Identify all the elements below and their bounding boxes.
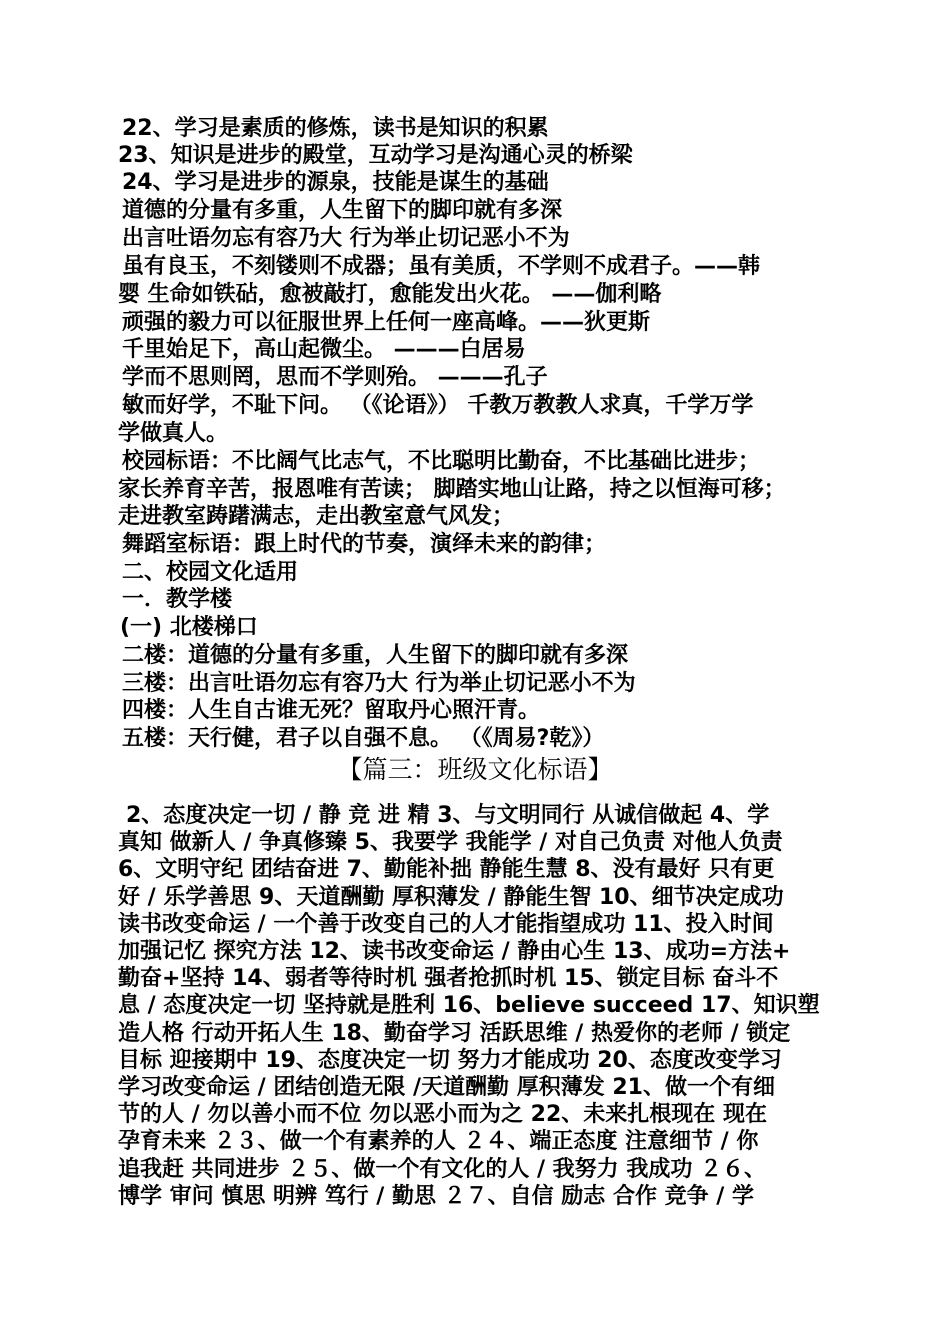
- paragraph-line: 孕育未来 ２３、做一个有素养的人 ２４、端正态度 注意细节 / 你: [118, 1129, 759, 1155]
- text-line: 校园标语：不比阔气比志气，不比聪明比勤奋，不比基础比进步；: [122, 449, 761, 474]
- paragraph-line: 造人格 行动开拓人生 18、勤奋学习 活跃思维 / 热爱你的老师 / 锁定: [118, 1020, 791, 1046]
- paragraph-line: 加强记忆 探究方法 12、读书改变命运 / 静由心生 13、成功=方法+: [118, 939, 791, 965]
- paragraph-line: 息 / 态度决定一切 坚持就是胜利 16、believe succeed 17、知识塑: [118, 993, 820, 1019]
- text-line: 千里始足下，高山起微尘。 ———白居易: [122, 337, 526, 362]
- paragraph-line: 节的人 / 勿以善小而不位 勿以恶小而为之 22、未来扎根现在 现在: [118, 1102, 767, 1128]
- section-heading: 二、校园文化适用: [122, 560, 299, 585]
- paragraph-line: 真知 做新人 / 争真修臻 5、我要学 我能学 / 对自己负责 对他人负责: [118, 830, 783, 856]
- text-line: 四楼：人生自古谁无死？留取丹心照汗青。: [122, 698, 541, 723]
- section-heading: 一．教学楼: [122, 587, 233, 612]
- paragraph-line: 6、文明守纪 团结奋进 7、勤能补拙 静能生慧 8、没有最好 只有更: [118, 857, 775, 883]
- slogan-paragraph: [118, 802, 834, 1210]
- text-line: 出言吐语勿忘有容乃大 行为举止切记恶小不为: [122, 226, 570, 251]
- text-line: 23、知识是进步的殿堂，互动学习是沟通心灵的桥梁: [118, 143, 633, 168]
- text-line: 五楼：天行健，君子以自强不息。 （《周易?乾》）: [122, 726, 605, 751]
- text-line: 家长养育辛苦，报恩唯有苦读； 脚踏实地山让路，持之以恒海可移；: [118, 477, 786, 502]
- text-line: 二楼：道德的分量有多重，人生留下的脚印就有多深: [122, 643, 629, 668]
- paragraph-line: 好 / 乐学善思 9、天道酬勤 厚积薄发 / 静能生智 10、细节决定成功: [118, 884, 784, 910]
- text-line: 学做真人。: [118, 421, 229, 446]
- text-line: 舞蹈室标语：跟上时代的节奏，演绎未来的韵律；: [122, 532, 607, 557]
- paragraph-line: 博学 审问 慎思 明辨 笃行 / 勤思 ２７、自信 励志 合作 竞争 / 学: [118, 1183, 754, 1209]
- paragraph-line: 学习改变命运 / 团结创造无限 /天道酬勤 厚积薄发 21、做一个有细: [118, 1075, 775, 1101]
- paragraph-line: 2、态度决定一切 / 静 竞 进 精 3、与文明同行 从诚信做起 4、学: [126, 803, 770, 828]
- text-line: 道德的分量有多重，人生留下的脚印就有多深: [122, 198, 563, 223]
- text-line: 三楼：出言吐语勿忘有容乃大 行为举止切记恶小不为: [122, 671, 636, 696]
- text-line: 顽强的毅力可以征服世界上任何一座高峰。——狄更斯: [122, 310, 651, 335]
- paragraph-line: 追我赶 共同进步 ２５、做一个有文化的人 / 我努力 我成功 ２６、: [118, 1156, 766, 1182]
- text-line: 敏而好学，不耻下问。 （《论语》） 千教万教教人求真，千学万学: [122, 393, 754, 418]
- text-line: 虽有良玉，不刻镂则不成器；虽有美质，不学则不成君子。——韩: [122, 254, 761, 279]
- text-line: 走进教室踌躇满志，走出教室意气风发；: [118, 504, 515, 529]
- text-line: 24、学习是进步的源泉，技能是谋生的基础: [122, 170, 549, 195]
- section-heading: (一) 北楼梯口: [120, 615, 258, 640]
- text-line: 婴 生命如铁砧，愈被敲打，愈能发出火花。 ——伽利略: [118, 282, 662, 307]
- text-line: 学而不思则罔，思而不学则殆。 ———孔子: [122, 365, 548, 390]
- paragraph-line: 勤奋+坚持 14、弱者等待时机 强者抢抓时机 15、锁定目标 奋斗不: [118, 966, 779, 992]
- paragraph-line: 读书改变命运 / 一个善于改变自己的人才能指望成功 11、投入时间: [118, 911, 774, 937]
- chapter-title: 【篇三：班级文化标语】: [337, 755, 613, 784]
- paragraph-line: 目标 迎接期中 19、态度决定一切 努力才能成功 20、态度改变学习: [118, 1047, 782, 1073]
- text-line: 22、学习是素质的修炼，读书是知识的积累: [122, 116, 549, 141]
